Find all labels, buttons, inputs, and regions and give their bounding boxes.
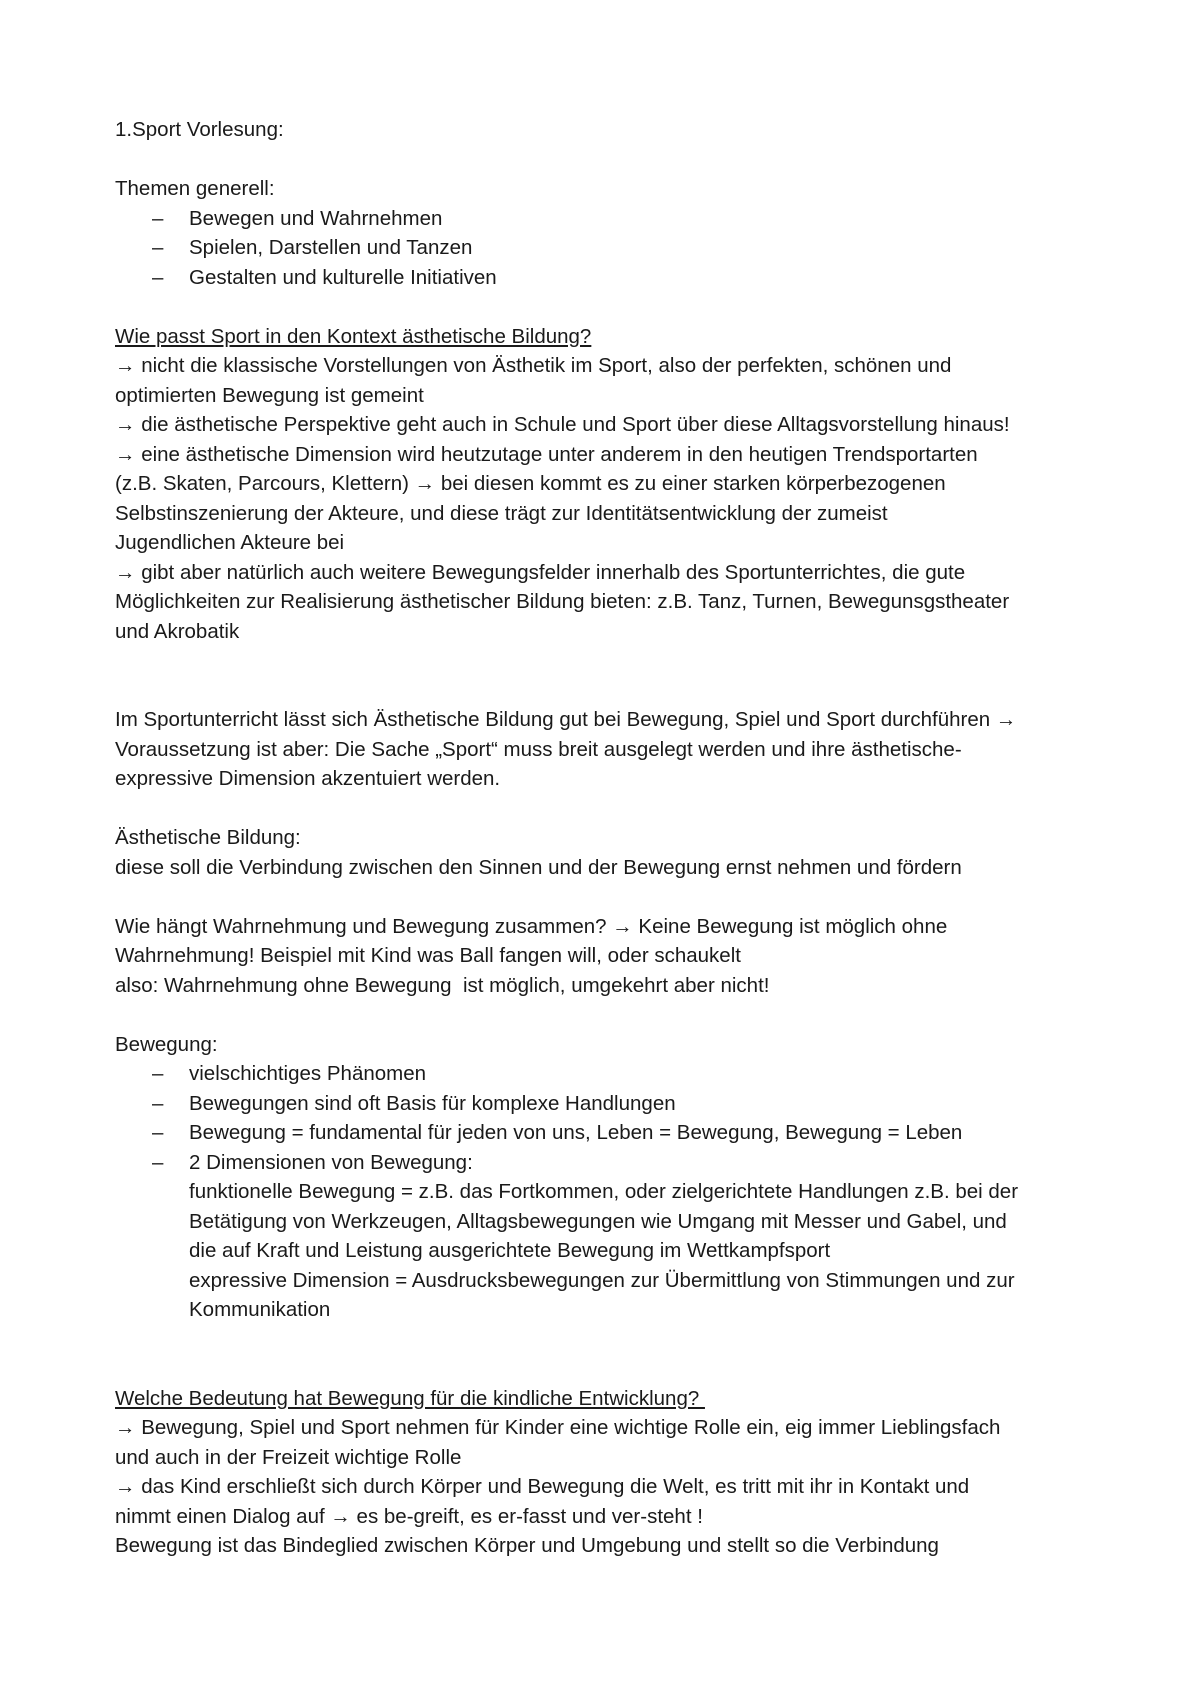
sub-line: die auf Kraft und Leistung ausgerichtete Bewegung im Wettkampfsport: [189, 1239, 831, 1262]
paragraph-line: → das Kind erschließt sich durch Körper und Bewegung die Welt, es tritt mit ihr in Kontakt und: [115, 1475, 970, 1498]
list-item: – Gestalten und kulturelle Initiativen: [115, 263, 1115, 293]
list-item: – Bewegung = fundamental für jeden von uns, Leben = Bewegung, Bewegung = Leben: [115, 1118, 1115, 1148]
dash-bullet: –: [152, 1121, 164, 1144]
paragraph-line: → eine ästhetische Dimension wird heutzutage unter anderem in den heutigen Trendsportarten: [115, 442, 978, 466]
document-body: [115, 115, 1115, 1561]
paragraph-line: diese soll die Verbindung zwischen den Sinnen und der Bewegung ernst nehmen und fördern: [115, 855, 962, 879]
paragraph-line: Im Sportunterricht lässt sich Ästhetische Bildung gut bei Bewegung, Spiel und Sport durchführen →: [115, 708, 1017, 731]
bildung-heading: Ästhetische Bildung:: [115, 826, 301, 849]
bewegung-list: [115, 1059, 1115, 1325]
dash-bullet: –: [152, 1062, 164, 1085]
paragraph-line: → gibt aber natürlich auch weitere Bewegungsfelder innerhalb des Sportunterrichtes, die gute: [115, 560, 966, 584]
paragraph-line: nimmt einen Dialog auf → es be-greift, es er-fasst und ver-steht !: [115, 1504, 703, 1528]
topics-heading: Themen generell:: [115, 177, 275, 200]
dash-bullet: –: [152, 1150, 164, 1174]
paragraph-line: Wie hängt Wahrnehmung und Bewegung zusammen? → Keine Bewegung ist möglich ohne: [115, 914, 948, 938]
paragraph-line: Möglichkeiten zur Realisierung ästhetischer Bildung bieten: z.B. Tanz, Turnen, Bewegunsgstheater: [115, 590, 1010, 613]
list-item: – Spielen, Darstellen und Tanzen: [115, 233, 1115, 263]
paragraph-line: Bewegung ist das Bindeglied zwischen Körper und Umgebung und stellt so die Verbindung: [115, 1534, 939, 1557]
sub-line: Kommunikation: [189, 1298, 331, 1321]
dash-bullet: –: [152, 236, 164, 259]
sub-line: expressive Dimension = Ausdrucksbewegungen zur Übermittlung von Stimmungen und zur: [189, 1268, 1015, 1292]
dash-bullet: –: [152, 206, 164, 230]
sub-line: funktionelle Bewegung = z.B. das Fortkommen, oder zielgerichtete Handlungen z.B. bei der: [189, 1180, 1019, 1203]
bewegung-heading: Bewegung:: [115, 1032, 218, 1056]
list-item: – 2 Dimensionen von Bewegung: funktionelle Bewegung = z.B. das Fortkommen, oder zielgerichtete Handlungen z.B. bei der Betätigung von Werkzeugen, Alltagsbewegungen wie Umgang mit Messer und Gabel, und die auf Kraft und Leistung ausgerichtete Bewegung im Wettkampfsport expressive Dimension = Ausdrucksbewegungen zur Übermittlung von Stimmungen und zur Kommunikation: [115, 1148, 1115, 1325]
list-item: – Bewegungen sind oft Basis für komplexe Handlungen: [115, 1089, 1115, 1119]
dash-bullet: –: [152, 1091, 164, 1115]
paragraph-line: expressive Dimension akzentuiert werden.: [115, 767, 501, 790]
document-title: 1.Sport Vorlesung:: [115, 118, 284, 141]
dash-bullet: –: [152, 265, 164, 289]
topics-list: [115, 204, 1115, 293]
list-item: – Bewegen und Wahrnehmen: [115, 204, 1115, 234]
paragraph-line: → die ästhetische Perspektive geht auch in Schule und Sport über diese Alltagsvorstellung hinaus!: [115, 413, 1010, 436]
section-heading-aesthetic: Wie passt Sport in den Kontext ästhetische Bildung?: [115, 324, 592, 348]
paragraph-line: also: Wahrnehmung ohne Bewegung ist möglich, umgekehrt aber nicht!: [115, 973, 770, 997]
paragraph-line: und Akrobatik: [115, 619, 240, 643]
paragraph-line: optimierten Bewegung ist gemeint: [115, 383, 424, 407]
paragraph-line: Jugendlichen Akteure bei: [115, 531, 345, 554]
paragraph-line: Voraussetzung ist aber: Die Sache „Sport“ muss breit ausgelegt werden und ihre ästhetische-: [115, 737, 962, 761]
paragraph-line: → Bewegung, Spiel und Sport nehmen für Kinder eine wichtige Rolle ein, eig immer Lieblingsfach: [115, 1416, 1001, 1439]
list-item: – vielschichtiges Phänomen: [115, 1059, 1115, 1089]
paragraph-line: und auch in der Freizeit wichtige Rolle: [115, 1445, 462, 1469]
paragraph-line: Wahrnehmung! Beispiel mit Kind was Ball fangen will, oder schaukelt: [115, 944, 741, 967]
paragraph-line: → nicht die klassische Vorstellungen von Ästhetik im Sport, also der perfekten, schönen und: [115, 354, 952, 377]
section-heading-entwicklung: Welche Bedeutung hat Bewegung für die kindliche Entwicklung?: [115, 1386, 705, 1410]
paragraph-line: Selbstinszenierung der Akteure, und diese trägt zur Identitätsentwicklung der zumeist: [115, 501, 888, 525]
paragraph-line: (z.B. Skaten, Parcours, Klettern) → bei diesen kommt es zu einer starken körperbezogenen: [115, 472, 946, 495]
sub-line: Betätigung von Werkzeugen, Alltagsbewegungen wie Umgang mit Messer und Gabel, und: [189, 1209, 1007, 1233]
